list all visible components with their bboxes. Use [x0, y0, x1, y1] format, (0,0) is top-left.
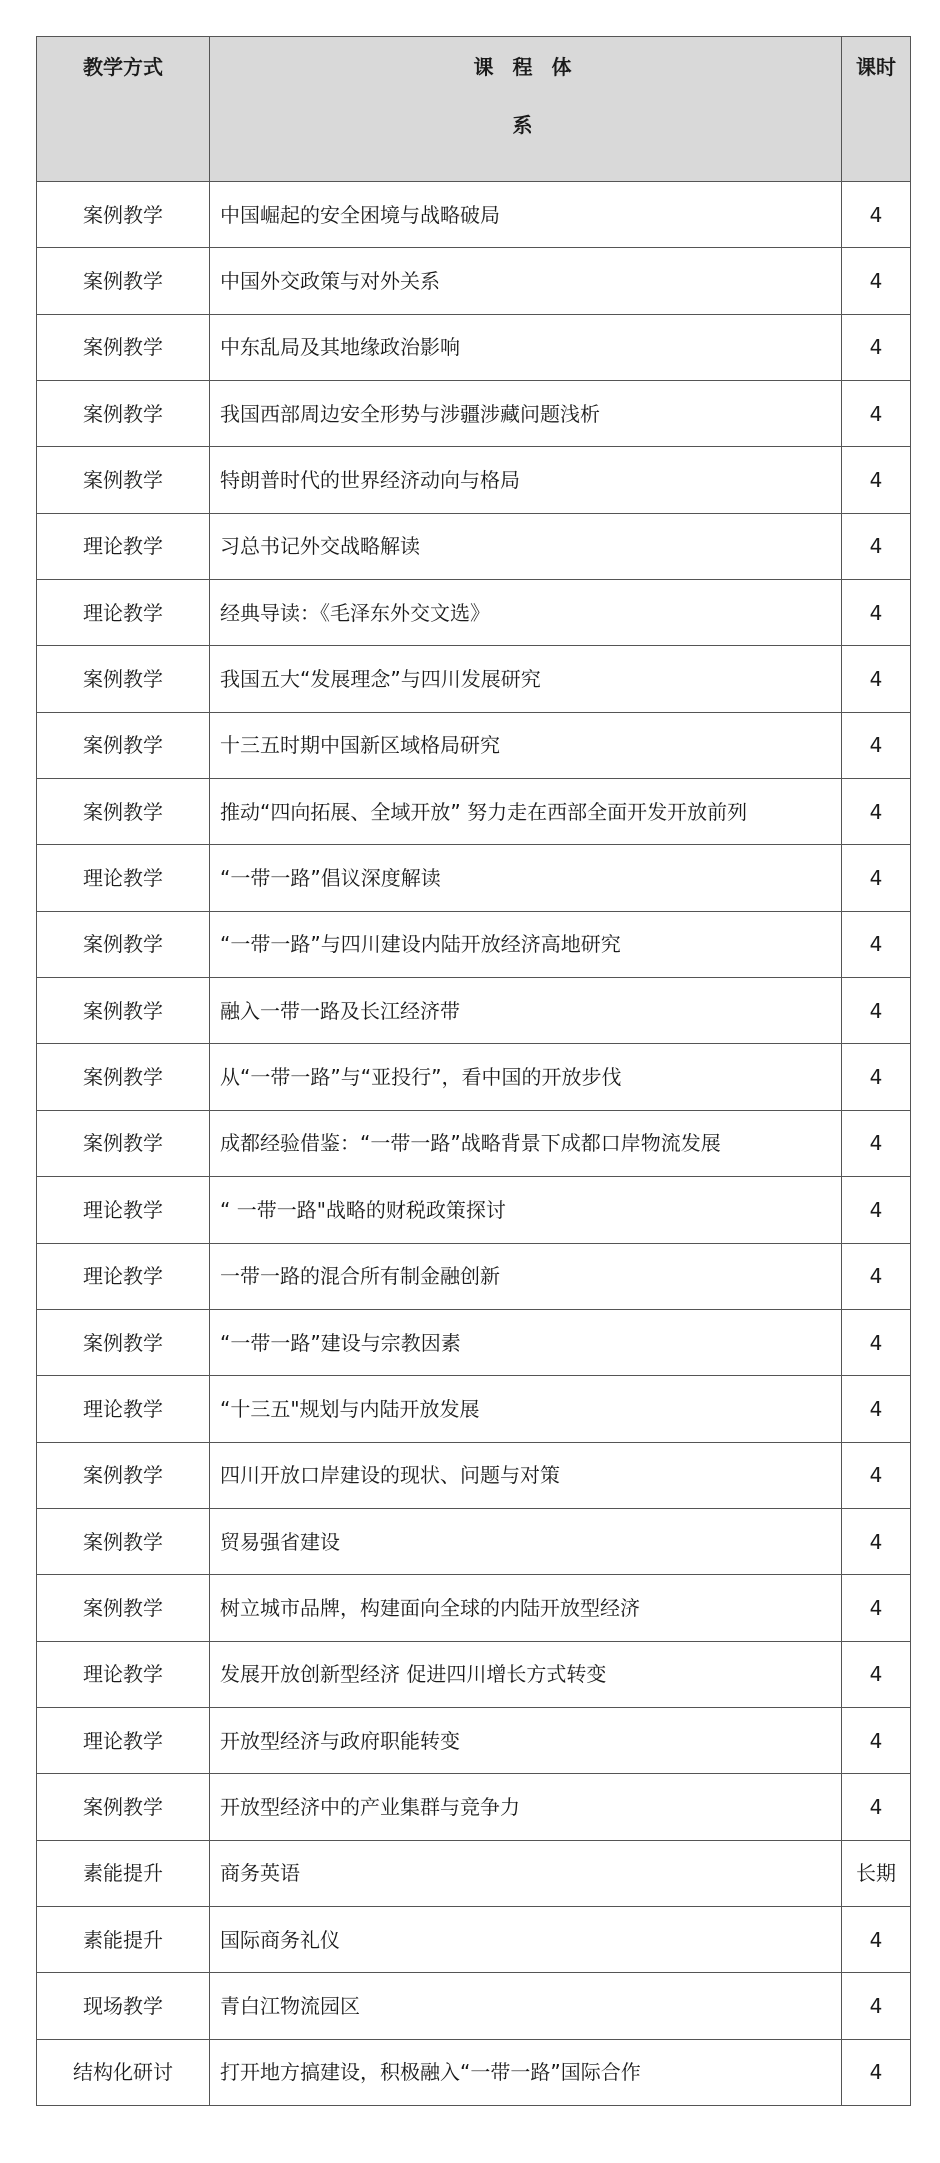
- cell-course-title: 习总书记外交战略解读: [210, 513, 842, 579]
- cell-course-title: 推动“四向拓展、全域开放” 努力走在西部全面开发开放前列: [210, 779, 842, 845]
- table-row: [37, 1177, 911, 1243]
- cell-course-title: 十三五时期中国新区域格局研究: [210, 712, 842, 778]
- cell-class-hours: 4: [842, 182, 911, 248]
- table-body: [37, 182, 911, 2106]
- table-row: [37, 580, 911, 646]
- table-row: [37, 1309, 911, 1375]
- cell-course-title: 中东乱局及其地缘政治影响: [210, 314, 842, 380]
- cell-course-title: 贸易强省建设: [210, 1508, 842, 1574]
- cell-class-hours: 4: [842, 1442, 911, 1508]
- cell-course-title: “ 一带一路"战略的财税政策探讨: [210, 1177, 842, 1243]
- table-row: [37, 1243, 911, 1309]
- table-row: [37, 712, 911, 778]
- table-row: [37, 314, 911, 380]
- cell-course-title: 开放型经济中的产业集群与竞争力: [210, 1774, 842, 1840]
- header-course-line1: 课 程 体: [473, 55, 578, 79]
- cell-teaching-method: 案例教学: [37, 1508, 210, 1574]
- cell-teaching-method: 理论教学: [37, 845, 210, 911]
- cell-class-hours: 4: [842, 646, 911, 712]
- cell-course-title: “一带一路”与四川建设内陆开放经济高地研究: [210, 911, 842, 977]
- cell-course-title: 中国外交政策与对外关系: [210, 248, 842, 314]
- table-header: [37, 37, 911, 182]
- cell-course-title: “十三五"规划与内陆开放发展: [210, 1376, 842, 1442]
- cell-class-hours: 4: [842, 1973, 911, 2039]
- table-row: [37, 1376, 911, 1442]
- table-row: [37, 1774, 911, 1840]
- cell-class-hours: 长期: [842, 1840, 911, 1906]
- cell-class-hours: 4: [842, 845, 911, 911]
- cell-teaching-method: 案例教学: [37, 779, 210, 845]
- cell-teaching-method: 案例教学: [37, 1774, 210, 1840]
- cell-course-title: 青白江物流园区: [210, 1973, 842, 2039]
- table-row: [37, 1508, 911, 1574]
- cell-teaching-method: 案例教学: [37, 182, 210, 248]
- table-row: [37, 1707, 911, 1773]
- table-row: [37, 978, 911, 1044]
- cell-teaching-method: 现场教学: [37, 1973, 210, 2039]
- cell-class-hours: 4: [842, 1177, 911, 1243]
- header-row: [37, 37, 911, 182]
- cell-class-hours: 4: [842, 381, 911, 447]
- cell-teaching-method: 素能提升: [37, 1840, 210, 1906]
- cell-course-title: 特朗普时代的世界经济动向与格局: [210, 447, 842, 513]
- cell-class-hours: 4: [842, 447, 911, 513]
- cell-class-hours: 4: [842, 513, 911, 579]
- table-row: [37, 182, 911, 248]
- cell-course-title: 商务英语: [210, 1840, 842, 1906]
- cell-course-title: 树立城市品牌，构建面向全球的内陆开放型经济: [210, 1575, 842, 1641]
- header-teaching-method: 教学方式: [37, 37, 210, 182]
- cell-class-hours: 4: [842, 978, 911, 1044]
- table-row: [37, 845, 911, 911]
- cell-class-hours: 4: [842, 911, 911, 977]
- table-row: [37, 513, 911, 579]
- cell-class-hours: 4: [842, 248, 911, 314]
- cell-teaching-method: 理论教学: [37, 1376, 210, 1442]
- cell-class-hours: 4: [842, 580, 911, 646]
- cell-teaching-method: 理论教学: [37, 1177, 210, 1243]
- table-row: [37, 248, 911, 314]
- cell-course-title: 开放型经济与政府职能转变: [210, 1707, 842, 1773]
- cell-class-hours: 4: [842, 1309, 911, 1375]
- cell-class-hours: 4: [842, 314, 911, 380]
- cell-class-hours: 4: [842, 1575, 911, 1641]
- cell-course-title: 四川开放口岸建设的现状、问题与对策: [210, 1442, 842, 1508]
- table-row: [37, 1641, 911, 1707]
- table-row: [37, 779, 911, 845]
- cell-teaching-method: 理论教学: [37, 1707, 210, 1773]
- cell-class-hours: 4: [842, 1641, 911, 1707]
- cell-teaching-method: 结构化研讨: [37, 2039, 210, 2105]
- cell-teaching-method: 案例教学: [37, 978, 210, 1044]
- table-row: [37, 1110, 911, 1176]
- cell-class-hours: 4: [842, 1906, 911, 1972]
- cell-class-hours: 4: [842, 1707, 911, 1773]
- table-row: [37, 381, 911, 447]
- table-row: [37, 1906, 911, 1972]
- cell-class-hours: 4: [842, 1243, 911, 1309]
- cell-course-title: 中国崛起的安全困境与战略破局: [210, 182, 842, 248]
- cell-teaching-method: 案例教学: [37, 646, 210, 712]
- cell-course-title: “一带一路”建设与宗教因素: [210, 1309, 842, 1375]
- table-row: [37, 911, 911, 977]
- header-course-system: [210, 37, 842, 182]
- cell-class-hours: 4: [842, 1774, 911, 1840]
- cell-teaching-method: 案例教学: [37, 1110, 210, 1176]
- header-class-hours: 课时: [842, 37, 911, 182]
- table-row: [37, 646, 911, 712]
- cell-course-title: 一带一路的混合所有制金融创新: [210, 1243, 842, 1309]
- cell-class-hours: 4: [842, 1376, 911, 1442]
- cell-teaching-method: 案例教学: [37, 447, 210, 513]
- cell-teaching-method: 案例教学: [37, 1442, 210, 1508]
- table-row: [37, 1575, 911, 1641]
- cell-teaching-method: 理论教学: [37, 1641, 210, 1707]
- cell-course-title: 我国五大“发展理念”与四川发展研究: [210, 646, 842, 712]
- cell-class-hours: 4: [842, 1508, 911, 1574]
- cell-teaching-method: 理论教学: [37, 513, 210, 579]
- cell-teaching-method: 理论教学: [37, 580, 210, 646]
- cell-teaching-method: 案例教学: [37, 248, 210, 314]
- cell-class-hours: 4: [842, 2039, 911, 2105]
- cell-teaching-method: 理论教学: [37, 1243, 210, 1309]
- cell-course-title: 经典导读：《毛泽东外交文选》: [210, 580, 842, 646]
- cell-teaching-method: 案例教学: [37, 712, 210, 778]
- cell-teaching-method: 案例教学: [37, 1575, 210, 1641]
- curriculum-table-container: [36, 36, 910, 2106]
- table-row: [37, 1044, 911, 1110]
- cell-class-hours: 4: [842, 1044, 911, 1110]
- curriculum-table: [36, 36, 911, 2106]
- cell-teaching-method: 案例教学: [37, 381, 210, 447]
- table-row: [37, 1840, 911, 1906]
- cell-teaching-method: 案例教学: [37, 911, 210, 977]
- cell-course-title: 国际商务礼仪: [210, 1906, 842, 1972]
- cell-course-title: 融入一带一路及长江经济带: [210, 978, 842, 1044]
- cell-teaching-method: 案例教学: [37, 1044, 210, 1110]
- cell-course-title: “一带一路”倡议深度解读: [210, 845, 842, 911]
- cell-teaching-method: 案例教学: [37, 314, 210, 380]
- cell-class-hours: 4: [842, 779, 911, 845]
- cell-class-hours: 4: [842, 1110, 911, 1176]
- table-row: [37, 2039, 911, 2105]
- cell-teaching-method: 素能提升: [37, 1906, 210, 1972]
- cell-class-hours: 4: [842, 712, 911, 778]
- table-row: [37, 1442, 911, 1508]
- cell-course-title: 打开地方搞建设，积极融入“一带一路”国际合作: [210, 2039, 842, 2105]
- cell-teaching-method: 案例教学: [37, 1309, 210, 1375]
- header-course-line2: 系: [512, 113, 539, 137]
- cell-course-title: 发展开放创新型经济 促进四川增长方式转变: [210, 1641, 842, 1707]
- table-row: [37, 447, 911, 513]
- cell-course-title: 我国西部周边安全形势与涉疆涉藏问题浅析: [210, 381, 842, 447]
- cell-course-title: 从“一带一路”与“亚投行”，看中国的开放步伐: [210, 1044, 842, 1110]
- cell-course-title: 成都经验借鉴：“一带一路”战略背景下成都口岸物流发展: [210, 1110, 842, 1176]
- table-row: [37, 1973, 911, 2039]
